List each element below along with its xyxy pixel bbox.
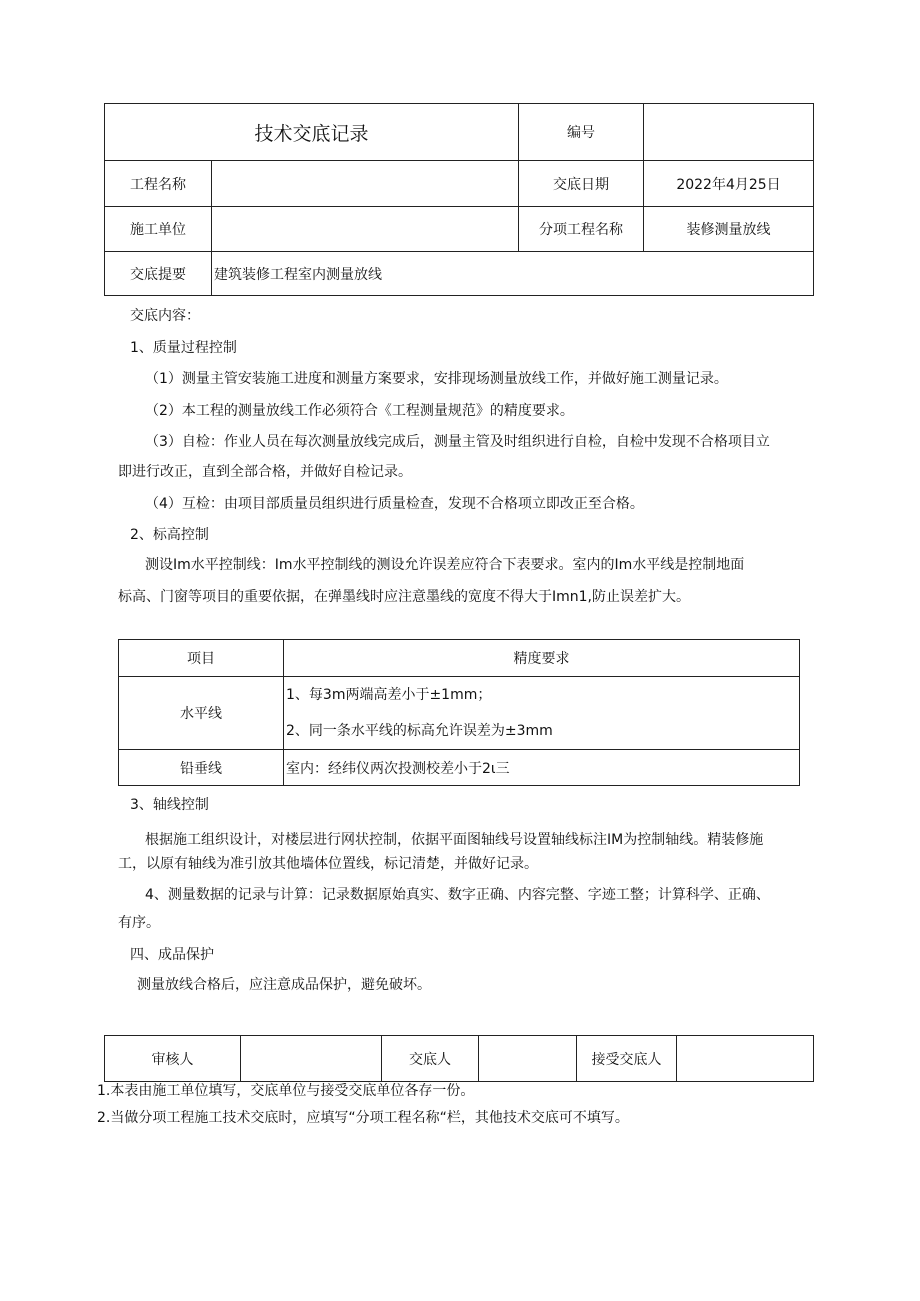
section-1-p4: （4）互检：由项目部质量员组织进行质量检查，发现不合格项立即改正至合格。 [145, 496, 644, 512]
summary-field[interactable]: 建筑装修工程室内测量放线 [212, 252, 814, 296]
content-intro: 交底内容： [130, 308, 200, 324]
accuracy-table [118, 639, 800, 786]
unit-label: 施工单位 [105, 207, 212, 252]
accuracy-row-vertical-req: 室内：经纬仪两次投测校差小于2ι三 [284, 750, 800, 786]
number-field[interactable] [644, 104, 814, 161]
discloser-field[interactable] [479, 1036, 577, 1082]
receiver-field[interactable] [677, 1036, 814, 1082]
section-5-p1: 测量放线合格后，应注意成品保护，避免破坏。 [137, 977, 431, 993]
accuracy-row-horizontal-item: 水平线 [119, 677, 284, 750]
section-1-p3-line1: （3）自检：作业人员在每次测量放线完成后，测量主管及时组织进行自检，自检中发现不合格项目立 [145, 434, 770, 450]
section-1-p1: （1）测量主管安装施工进度和测量方案要求，安排现场测量放线工作，并做好施工测量记录。 [145, 371, 728, 387]
number-label: 编号 [519, 104, 644, 161]
summary-label: 交底提要 [105, 252, 212, 296]
reviewer-field[interactable] [241, 1036, 382, 1082]
reviewer-label: 审核人 [105, 1036, 241, 1082]
accuracy-col-item: 项目 [119, 640, 284, 677]
section-2-p1-line1: 测设Im水平控制线：Im水平控制线的测设允许误差应符合下表要求。室内的Im水平线是控制地面 [145, 557, 745, 573]
subitem-label: 分项工程名称 [519, 207, 644, 252]
accuracy-row-horizontal-req-1: 1、每3m两端高差小于±1mm； [286, 687, 492, 703]
section-4-line2: 有序。 [118, 915, 160, 931]
signature-table [104, 1035, 814, 1082]
accuracy-row-vertical-item: 铅垂线 [119, 750, 284, 786]
accuracy-col-requirement: 精度要求 [284, 640, 800, 677]
date-field[interactable]: 2022年4月25日 [644, 161, 814, 207]
note-1: 1.本表由施工单位填写，交底单位与接受交底单位各存一份。 [97, 1083, 475, 1099]
section-2-p1-line2: 标高、门窗等项目的重要依据，在弹墨线时应注意墨线的宽度不得大于Imn1,防止误差扩大。 [118, 589, 690, 605]
section-3-p1-line2: 工，以原有轴线为准引放其他墙体位置线，标记清楚，并做好记录。 [118, 856, 538, 872]
project-name-label: 工程名称 [105, 161, 212, 207]
section-3-p1-line1: 根据施工组织设计，对楼层进行网状控制，依据平面图轴线号设置轴线标注IM为控制轴线。精装修施 [145, 832, 764, 848]
discloser-label: 交底人 [382, 1036, 479, 1082]
note-2: 2.当做分项工程施工技术交底时，应填写“分项工程名称“栏，其他技术交底可不填写。 [97, 1110, 629, 1126]
header-table [104, 103, 814, 296]
section-1-p3-line2: 即进行改正，直到全部合格，并做好自检记录。 [118, 464, 412, 480]
section-1-title: 1、质量过程控制 [130, 340, 237, 356]
accuracy-row-horizontal-req-2: 2、同一条水平线的标高允许误差为±3mm [286, 723, 553, 739]
receiver-label: 接受交底人 [577, 1036, 677, 1082]
section-2-title: 2、标高控制 [130, 527, 209, 543]
section-4-line1: 4、测量数据的记录与计算：记录数据原始真实、数字正确、内容完整、字迹工整；计算科学、正确、 [145, 887, 770, 903]
project-name-field[interactable] [212, 161, 519, 207]
section-1-p2: （2）本工程的测量放线工作必须符合《工程测量规范》的精度要求。 [145, 403, 574, 419]
unit-field[interactable] [212, 207, 519, 252]
form-title: 技术交底记录 [105, 104, 519, 161]
section-3-title: 3、轴线控制 [130, 797, 209, 813]
section-5-title: 四、成品保护 [130, 947, 214, 963]
subitem-field[interactable]: 装修测量放线 [644, 207, 814, 252]
date-label: 交底日期 [519, 161, 644, 207]
